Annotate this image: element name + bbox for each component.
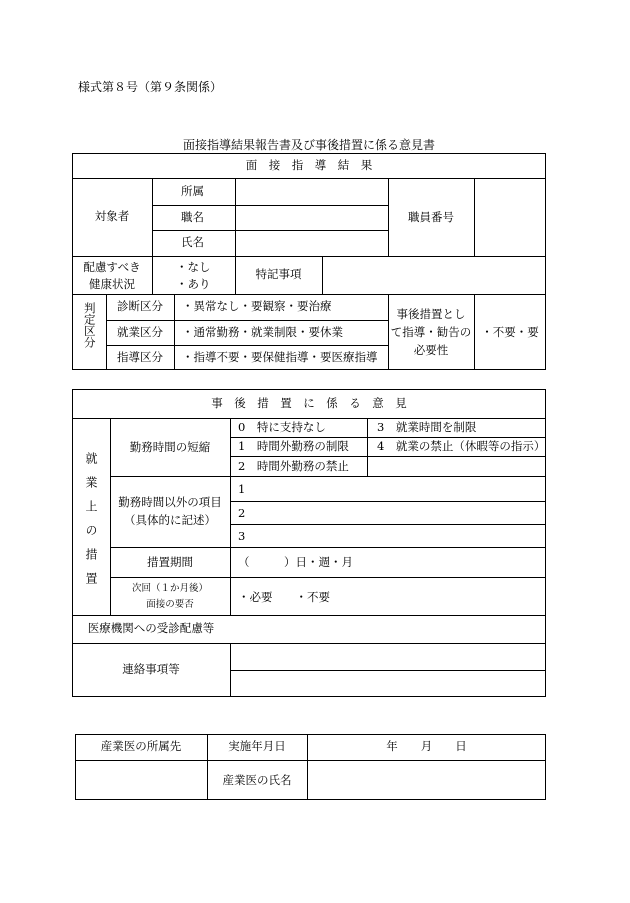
name-label: 氏名 — [181, 235, 204, 249]
other-items-label-line1: 勤務時間以外の項目 — [118, 495, 222, 509]
work-category-label: 就業区分 — [117, 325, 163, 339]
option-limit-overtime[interactable]: 1 時間外勤務の制限 — [238, 439, 349, 453]
health-status-label-line2: 健康状況 — [89, 277, 135, 291]
affiliation-label: 所属 — [181, 184, 204, 198]
health-present-option[interactable]: ・あり — [176, 277, 211, 291]
measure-period-field[interactable]: （ ）日・週・月 — [238, 555, 353, 569]
followup-label-line3: 必要性 — [413, 343, 449, 357]
judgment-label: 判定区分 — [82, 302, 97, 348]
contact-matters-label: 連絡事項等 — [122, 662, 180, 676]
special-notes-label: 特記事項 — [255, 267, 302, 281]
job-title-label: 職名 — [181, 210, 204, 224]
next-interview-label-line1: 次回（１か月後） — [131, 583, 208, 594]
guidance-options[interactable]: ・指導不要・要保健指導・要医療指導 — [182, 350, 378, 364]
implementation-date-field[interactable]: 年 月 日 — [386, 739, 467, 753]
section2-header: 事 後 措 置 に 係 る 意 見 — [211, 396, 407, 410]
option-limit-working-hours[interactable]: 3 就業時間を制限 — [377, 420, 477, 434]
physician-name-label: 産業医の氏名 — [222, 773, 292, 787]
physician-affiliation-label: 産業医の所属先 — [100, 739, 182, 753]
medical-consult-field[interactable] — [231, 616, 545, 642]
followup-label-line2: て指導・勧告の — [390, 325, 472, 339]
reduced-hours-label: 勤務時間の短縮 — [129, 440, 211, 454]
name-field[interactable] — [236, 231, 387, 255]
followup-label-line1: 事後措置とし — [396, 307, 466, 321]
contact-matters-field[interactable] — [231, 644, 545, 696]
option-prohibit-overtime[interactable]: 2 時間外勤務の禁止 — [238, 459, 349, 473]
option-no-instruction[interactable]: 0 特に支持なし — [238, 420, 326, 434]
section1-header: 面 接 指 導 結 果 — [245, 158, 373, 172]
special-notes-field[interactable] — [323, 257, 545, 293]
next-interview-label-line2: 面接の要否 — [146, 599, 194, 610]
staff-number-field[interactable] — [475, 179, 545, 255]
work-options[interactable]: ・通常勤務・就業制限・要休業 — [182, 325, 343, 339]
other-item-1[interactable]: 1 — [238, 482, 246, 496]
guidance-category-label: 指導区分 — [117, 350, 163, 364]
employment-measures-label: 就業上の措置 — [84, 452, 98, 596]
other-item-3[interactable]: 3 — [238, 529, 246, 543]
medical-consult-label: 医療機関への受診配慮等 — [87, 621, 215, 635]
next-interview-options[interactable]: ・必要 ・不要 — [238, 590, 330, 604]
diagnosis-category-label: 診断区分 — [117, 299, 163, 313]
document-title: 面接指導結果報告書及び事後措置に係る意見書 — [182, 138, 435, 152]
form-number: 様式第８号（第９条関係） — [78, 80, 223, 94]
physician-affiliation-field[interactable] — [76, 761, 206, 799]
health-none-option[interactable]: ・なし — [176, 260, 211, 274]
job-title-field[interactable] — [236, 206, 387, 229]
target-person-label: 対象者 — [94, 209, 130, 223]
necessity-options[interactable]: ・不要・要 — [481, 325, 539, 339]
physician-name-field[interactable] — [308, 761, 545, 799]
other-item-2[interactable]: 2 — [238, 506, 246, 520]
option-prohibit-work[interactable]: 4 就業の禁止（休暇等の指示） — [377, 439, 546, 453]
affiliation-field[interactable] — [236, 179, 387, 204]
health-status-label-line1: 配慮すべき — [83, 260, 141, 274]
staff-number-label: 職員番号 — [408, 210, 454, 224]
implementation-date-label: 実施年月日 — [228, 739, 286, 753]
other-items-label-line2: （具体的に記述） — [124, 513, 216, 527]
diagnosis-options[interactable]: ・異常なし・要観察・要治療 — [182, 299, 332, 313]
measure-period-label: 措置期間 — [147, 555, 193, 569]
